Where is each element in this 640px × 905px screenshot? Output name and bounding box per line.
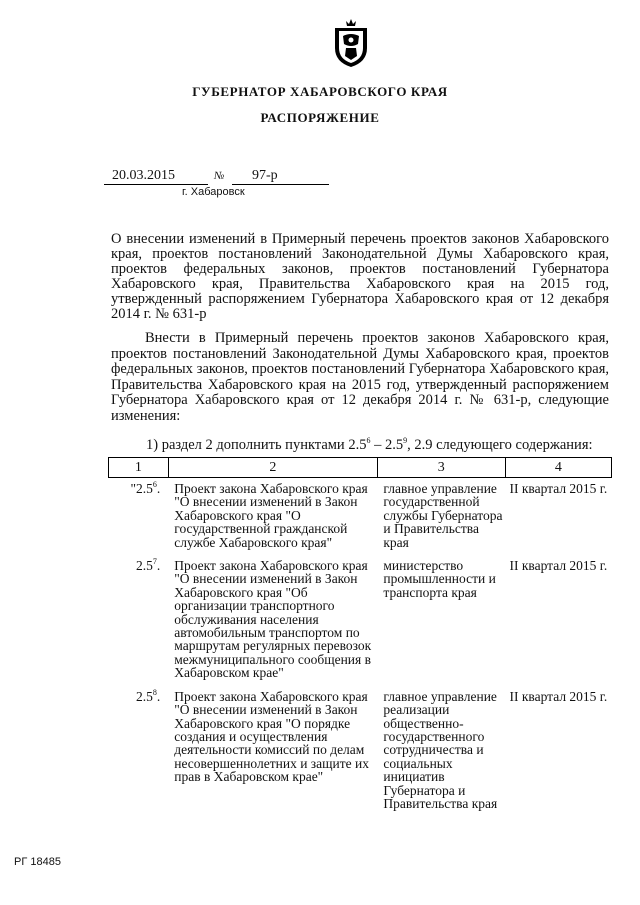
item-responsible: главное управление государственной службы Губернатора и Правительства края	[383, 481, 503, 550]
document-number: 97-р	[252, 168, 278, 183]
column-header-3: 3	[377, 458, 505, 478]
table-header-row	[109, 458, 612, 478]
document-type: РАСПОРЯЖЕНИЕ	[260, 110, 380, 125]
table-row	[109, 478, 612, 556]
number-sign: №	[214, 170, 225, 182]
document-date: 20.03.2015	[112, 168, 175, 183]
table-row	[109, 555, 612, 686]
document-body: Внести в Примерный перечень проектов законов Хабаровского края, проектов постановлений Законодательной Думы Хабаровского края, проектов федеральных законов, проектов постановлений Губернатора Хабаровского края, Правительства Хабаровского края на 2015 год, утвержденный распоряжением Губернатора Хабаровского края от 12 декабря 2014 г. № 631-р, следующие изменения:	[111, 330, 609, 424]
issuer-title: ГУБЕРНАТОР ХАБАРОВСКОГО КРАЯ	[192, 84, 448, 99]
item-project: Проект закона Хабаровского края "О внесении изменений в Закон Хабаровского края "О порядке создания и осуществления деятельности комиссий по делам несовершеннолетних и защите их прав в Хабаровском крае"	[174, 688, 369, 785]
amendments-table	[108, 457, 612, 816]
date-underline	[104, 184, 208, 185]
column-header-2: 2	[168, 458, 377, 478]
item-term: II квартал 2015 г.	[509, 558, 608, 574]
point-1: 1) раздел 2 дополнить пунктами $2.5^6 - 2.5^9$, 2.9 следующего содержания:	[146, 436, 593, 453]
coat-of-arms-icon	[331, 18, 371, 68]
item-project: Проект закона Хабаровского края "О внесении изменений в Закон Хабаровского края "О государственной гражданской службе Хабаровского края"	[174, 481, 368, 550]
item-number: "$2.5^6$.	[130, 480, 161, 496]
item-responsible: министерство промышленности и транспорта края	[383, 558, 496, 600]
item-term: II квартал 2015 г.	[509, 688, 608, 704]
item-number: $2.5^8$.	[136, 687, 161, 704]
column-header-1: 1	[109, 458, 169, 478]
document-subject: О внесении изменений в Примерный перечень проектов законов Хабаровского края, проектов постановлений Законодательной Думы Хабаровского края, проектов федеральных законов, проектов постановлений Губернатора Хабаровского края, Правительства Хабаровского края на 2015 год, утвержденный распоряжением Губернатора Хабаровского края от 12 декабря 2014 г. № 631-р	[111, 231, 609, 322]
number-underline	[232, 184, 329, 185]
item-number: $2.5^7$.	[136, 557, 161, 574]
item-project: Проект закона Хабаровского края "О внесении изменений в Закон Хабаровского края "Об организации транспортного обслуживания населения автомобильным транспортом по маршрутам регулярных перевозок межмуниципального сообщения в Хабаровском крае"	[174, 558, 372, 681]
table-row	[109, 686, 612, 817]
item-term: II квартал 2015 г.	[509, 481, 608, 496]
document-city: г. Хабаровск	[182, 186, 245, 198]
item-responsible: главное управление реализации общественно-государственного сотрудничества и социальных инициатив Губернатора и Правительства края	[383, 688, 498, 811]
registry-code: РГ 18485	[14, 856, 61, 868]
column-header-4: 4	[505, 458, 611, 478]
